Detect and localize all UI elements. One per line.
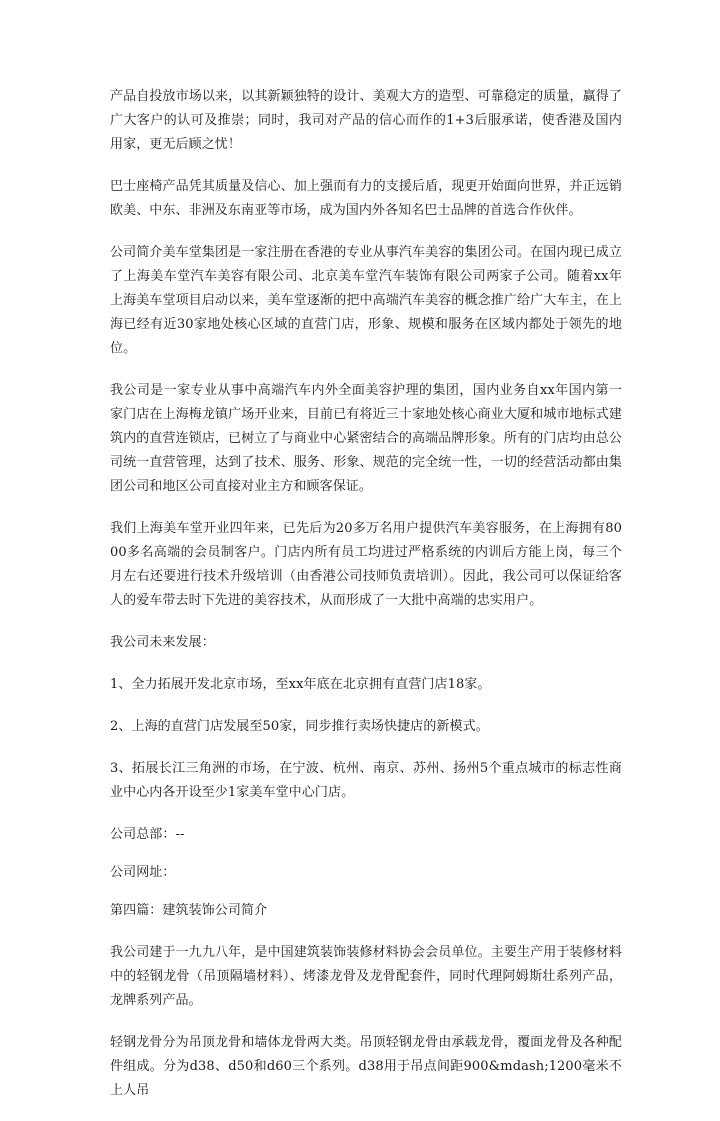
paragraph-website: 公司网址： [110, 865, 176, 880]
section-heading: 第四篇：建筑装饰公司简介 [110, 903, 268, 918]
document-page [110, 85, 622, 1121]
paragraph-light-steel-keel: 轻钢龙骨分为吊顶龙骨和墙体龙骨两大类。吊顶轻钢龙骨由承载龙骨，覆面龙骨及各种配件组成。分为d38、d50和d60三个系列。d38用于吊点间距900&mdash;1200毫米不上人吊 [110, 1035, 622, 1098]
paragraph-decoration-company: 我公司建于一九九八年，是中国建筑装饰装修材料协会会员单位。主要生产用于装修材料中的轻钢龙骨（吊顶隔墙材料）、烤漆龙骨及龙骨配套件，同时代理阿姆斯壮系列产品，龙牌系列产品。 [110, 945, 622, 1008]
list-item: 1、全力拓展开发北京市场，至xx年底在北京拥有直营门店18家。 [110, 677, 491, 692]
paragraph-bus-seats: 巴士座椅产品凭其质量及信心、加上强而有力的支援后盾，现更开始面向世界，并正远销欧美、中东、非洲及东南亚等市场，成为国内外各知名巴士品牌的首选合作伙伴。 [110, 179, 622, 218]
list-item: 3、拓展长江三角洲的市场，在宁波、杭州、南京、苏州、扬州5个重点城市的标志性商业中心内各开设至少1家美车堂中心门店。 [110, 761, 622, 800]
paragraph-shanghai-history: 我们上海美车堂开业四年来，已先后为20多万名用户提供汽车美容服务，在上海拥有8000多名高端的会员制客户。门店内所有员工均进过严格系统的内训后方能上岗，每三个月左右还要进行技术升级培训（由香港公司技师负责培训）。因此，我公司可以保证给客人的爱车带去时下先进的美容技术，从而形成了一大批中高端的忠实用户。 [110, 521, 622, 608]
paragraph-future-heading: 我公司未来发展： [110, 635, 215, 650]
paragraph-headquarters: 公司总部：-- [110, 827, 185, 842]
list-item: 2、上海的直营门店发展至50家，同步推行卖场快捷店的新模式。 [110, 719, 489, 734]
paragraph-company-profile: 公司简介美车堂集团是一家注册在香港的专业从事汽车美容的集团公司。在国内现已成立了上海美车堂汽车美容有限公司、北京美车堂汽车装饰有限公司两家子公司。随着xx年上海美车堂项目启动以来，美车堂逐渐的把中高端汽车美容的概念推广给广大车主，在上海已经有近30家地处核心区域的直营门店，形象、规模和服务在区域内都处于领先的地位。 [110, 245, 622, 356]
paragraph-product-intro: 产品自投放市场以来，以其新颖独特的设计、美观大方的造型、可靠稳定的质量，赢得了广大客户的认可及推崇；同时，我司对产品的信心而作的1+3后服承诺，使香港及国内用家，更无后顾之忧！ [110, 89, 622, 152]
paragraph-company-business: 我公司是一家专业从事中高端汽车内外全面美容护理的集团，国内业务自xx年国内第一家门店在上海梅龙镇广场开业来，目前已有将近三十家地处核心商业大厦和城市地标式建筑内的直营连锁店，已树立了与商业中心紧密结合的高端品牌形象。所有的门店均由总公司统一直营管理，达到了技术、服务、形象、规范的完全统一性，一切的经营活动都由集团公司和地区公司直接对业主方和顾客保证。 [110, 383, 622, 494]
